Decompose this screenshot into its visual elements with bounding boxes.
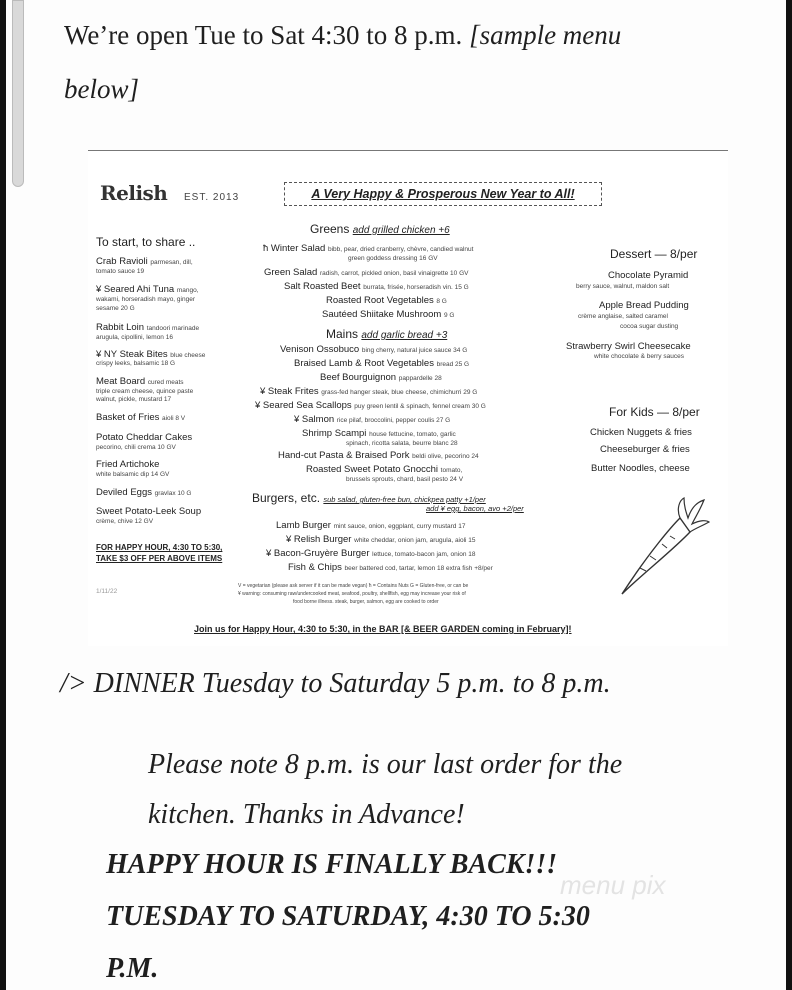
kids-heading: For Kids — 8/per [609, 405, 700, 419]
menu-item: Sautéed Shiitake Mushroom 9 G [322, 309, 455, 320]
menu-item-desc: spinach, ricotta salata, beurre blanc 28 [346, 440, 458, 447]
menu-item: Meat Board cured meats [96, 376, 184, 387]
menu-item: Fish & Chips beer battered cod, tartar, lemon 18 extra fish +8/per [288, 562, 493, 573]
mains-heading: Mains add garlic bread +3 [326, 327, 448, 341]
menu-item: Chocolate Pyramid [608, 270, 689, 281]
happy-hour-announcement: HAPPY HOUR IS FINALLY BACK!!! [106, 849, 558, 880]
menu-item: Butter Noodles, cheese [591, 463, 690, 474]
menu-item: ¥ Relish Burger white cheddar, onion jam, arugula, aioli 15 [286, 534, 476, 545]
menu-item-desc: triple cream cheese, quince paste [96, 388, 194, 395]
new-year-banner: A Very Happy & Prosperous New Year to All! [284, 182, 602, 206]
menu-item: ¥ NY Steak Bites blue cheese [96, 349, 206, 360]
carrot-illustration [610, 496, 710, 601]
menu-item: Venison Ossobuco bing cherry, natural juice sauce 34 G [280, 344, 468, 355]
menu-item-desc: white chocolate & berry sauces [594, 353, 684, 360]
menu-item: ħ Winter Salad bibb, pear, dried cranberry, chèvre, candied walnut [263, 243, 474, 254]
menu-item-desc: cocoa sugar dusting [620, 323, 679, 330]
menu-item: ¥ Bacon-Gruyère Burger lettuce, tomato-bacon jam, onion 18 [266, 548, 476, 559]
menu-item: ¥ Seared Sea Scallops puy green lentil & spinach, fennel cream 30 G [255, 400, 486, 411]
greens-heading: Greens add grilled chicken +6 [310, 222, 450, 236]
menu-item: Salt Roasted Beet burrata, frisée, horseradish vin. 15 G [284, 281, 469, 292]
dessert-heading: Dessert — 8/per [610, 247, 698, 261]
menu-item: Cheeseburger & fries [600, 444, 690, 455]
happy-hour-pm: P.M. [106, 953, 159, 984]
menu-item-desc: arugula, cipollini, lemon 16 [96, 334, 173, 341]
menu-item-desc: walnut, pickle, mustard 17 [96, 396, 172, 403]
menu-item-desc: white balsamic dip 14 GV [96, 471, 170, 478]
happy-hour-note: TAKE $3 OFF PER ABOVE ITEMS [96, 554, 223, 563]
menu-item-desc: sesame 20 G [96, 305, 135, 312]
menu-item: Lamb Burger mint sauce, onion, eggplant, curry mustard 17 [276, 520, 466, 531]
menu-item: Chicken Nuggets & fries [590, 427, 692, 438]
menu-item-desc: wakami, horseradish mayo, ginger [96, 296, 195, 303]
scrollbar-thumb[interactable] [12, 0, 24, 187]
intro-sample-note-cont: below] [64, 74, 140, 104]
legend-line: ¥ warning: consuming raw/undercooked meat, seafood, poultry, shellfish, egg may increase your risk of [238, 591, 466, 597]
dinner-hours: /> DINNER Tuesday to Saturday 5 p.m. to 8 p.m. [60, 668, 611, 699]
menu-item: Sweet Potato-Leek Soup [96, 506, 202, 517]
legend-line: food borne illness. steak, burger, salmon, egg are cooked to order [293, 599, 439, 605]
menu-item: Green Salad radish, carrot, pickled onion, basil vinaigrette 10 GV [264, 267, 469, 278]
menu-item-desc: tomato sauce 19 [96, 268, 145, 275]
menu-item: Basket of Fries aioli 8 V [96, 412, 186, 423]
menu-item-desc: crispy leeks, balsamic 18 G [96, 360, 176, 367]
menu-item-desc: crème, chive 12 GV [96, 518, 154, 525]
starters-heading: To start, to share .. [96, 235, 196, 249]
happy-hour-days: TUESDAY TO SATURDAY, 4:30 TO 5:30 [106, 901, 590, 932]
menu-item: Roasted Sweet Potato Gnocchi tomato, [306, 464, 463, 475]
last-order-note-cont: kitchen. Thanks in Advance! [148, 799, 465, 830]
menu-item-desc: pecorino, chili crema 10 GV [96, 444, 176, 451]
menu-item: Fried Artichoke [96, 459, 160, 470]
menu-item: Roasted Root Vegetables 8 G [326, 295, 447, 306]
burgers-addon: add ¥ egg, bacon, avo +2/per [426, 504, 524, 513]
menu-item-desc: brussels sprouts, chard, basil pesto 24 V [346, 476, 464, 483]
burgers-heading: Burgers, etc. sub salad, gluten-free bun, chickpea patty +1/per [252, 491, 486, 505]
menu-item: Crab Ravioli parmesan, dill, [96, 256, 193, 267]
menu-item: Shrimp Scampi house fettucine, tomato, garlic [302, 428, 456, 439]
menu-item: Deviled Eggs gravlax 10 G [96, 487, 192, 498]
legend-line: V = vegetarian (please ask server if it can be made vegan) ħ = Contains Nuts G = Gluten-free, or can be [238, 583, 469, 589]
menu-item: Hand-cut Pasta & Braised Pork beldi olive, pecorino 24 [278, 450, 479, 461]
menu-date: 1/11/22 [96, 588, 118, 595]
menu-item: Apple Bread Pudding [599, 300, 689, 311]
intro-hours: We’re open Tue to Sat 4:30 to 8 p.m. [64, 20, 470, 50]
menu-item: ¥ Salmon rice pilaf, broccolini, pepper coulis 27 G [294, 414, 451, 425]
relish-logo: Relish [100, 181, 168, 205]
menu-item: Strawberry Swirl Cheesecake [566, 341, 691, 352]
happy-hour-note: FOR HAPPY HOUR, 4:30 TO 5:30, [96, 543, 223, 552]
menu-item: Braised Lamb & Root Vegetables bread 25 G [294, 358, 470, 369]
menu-item-desc: green goddess dressing 16 GV [348, 255, 438, 262]
menu-item-desc: crème anglaise, salted caramel [578, 313, 668, 320]
watermark: menu pix [560, 870, 666, 900]
menu-image [88, 150, 728, 646]
last-order-note: Please note 8 p.m. is our last order for the [148, 749, 623, 780]
est-label: EST. 2013 [184, 192, 240, 203]
menu-item: Rabbit Loin tandoori marinade [96, 322, 200, 333]
menu-footer: Join us for Happy Hour, 4:30 to 5:30, in the BAR [& BEER GARDEN coming in February]! [194, 624, 572, 634]
menu-item: ¥ Seared Ahi Tuna mango, [96, 284, 199, 295]
menu-item: Potato Cheddar Cakes [96, 432, 193, 443]
intro-sample-note: [sample menu [469, 20, 622, 50]
menu-item: Beef Bourguignon pappardelle 28 [320, 372, 442, 383]
intro-text [64, 8, 754, 116]
menu-item: ¥ Steak Frites grass-fed hanger steak, blue cheese, chimichurri 29 G [260, 386, 478, 397]
menu-item-desc: berry sauce, walnut, maldon salt [576, 283, 670, 290]
